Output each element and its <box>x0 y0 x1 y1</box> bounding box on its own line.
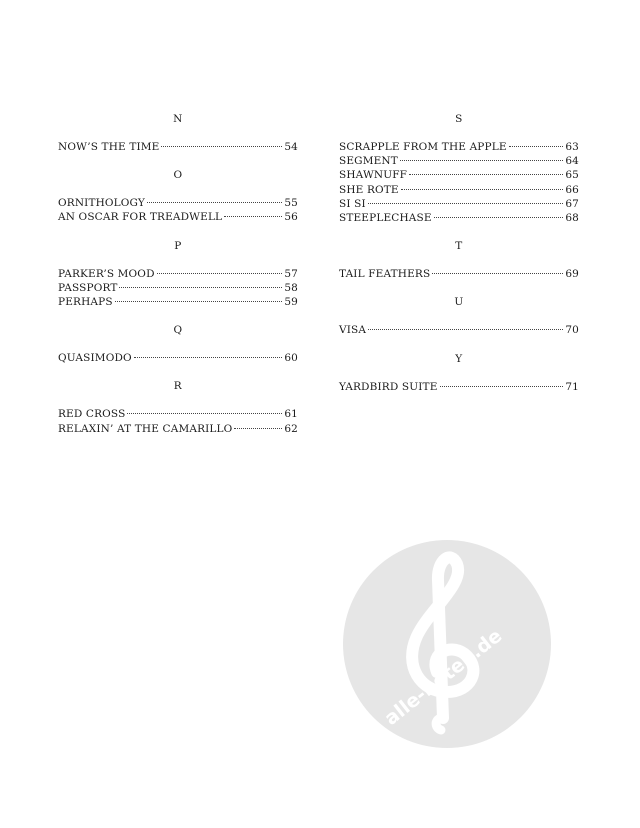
entry-page-number: 65 <box>565 169 579 182</box>
entry-title: SCRAPPLE FROM THE APPLE <box>339 141 507 153</box>
entry-page-number: 71 <box>565 380 579 393</box>
entry-title: AN OSCAR FOR TREADWELL <box>58 211 223 224</box>
dot-leader <box>434 217 564 218</box>
index-entry <box>58 407 298 421</box>
entry-page-number: 67 <box>565 197 579 210</box>
index-entry <box>58 351 298 365</box>
entry-title: SI SI <box>339 197 366 210</box>
section-letter-t: T <box>455 240 463 253</box>
dot-leader <box>161 146 282 147</box>
index-entry <box>339 183 579 197</box>
entry-page-number: 64 <box>565 155 579 168</box>
entry-page-number: 57 <box>284 267 298 280</box>
dot-leader <box>368 203 564 204</box>
entry-title: PARKER’S MOOD <box>58 267 155 280</box>
index-entry <box>339 267 579 281</box>
dot-leader <box>432 273 563 274</box>
entry-page-number: 60 <box>284 352 298 365</box>
index-entry <box>339 380 579 394</box>
section-letter-s: S <box>455 113 463 125</box>
index-entry <box>58 140 298 154</box>
entry-page-number: 63 <box>565 141 579 153</box>
dot-leader <box>119 287 282 288</box>
entry-title: PERHAPS <box>58 296 113 308</box>
entry-title: RELAXIN’ AT THE CAMARILLO <box>58 422 233 435</box>
entry-title: QUASIMODO <box>58 352 132 365</box>
entry-page-number: 55 <box>284 197 298 210</box>
dot-leader <box>127 413 282 414</box>
index-entry <box>58 295 298 309</box>
dot-leader <box>509 146 564 147</box>
dot-leader <box>115 301 283 302</box>
dot-leader <box>400 160 563 161</box>
entry-page-number: 66 <box>565 183 579 196</box>
section-letter-u: U <box>454 296 464 309</box>
section-letter-p: P <box>174 239 182 252</box>
dot-leader <box>224 216 282 217</box>
section-letter-y: Y <box>455 352 463 365</box>
index-entry <box>339 140 579 154</box>
dot-leader <box>147 202 282 203</box>
dot-leader <box>368 329 563 330</box>
index-entry <box>339 323 579 337</box>
entry-title: SHE ROTE <box>339 183 399 196</box>
entry-title: YARDBIRD SUITE <box>339 380 438 393</box>
index-entry <box>339 211 579 225</box>
index-entry <box>58 267 298 281</box>
entry-page-number: 59 <box>284 296 298 308</box>
entry-page-number: 56 <box>284 211 298 224</box>
entry-page-number: 68 <box>565 212 579 224</box>
watermark-logo <box>343 540 551 748</box>
dot-leader <box>409 174 563 175</box>
entry-title: TAIL FEATHERS <box>339 268 431 281</box>
entry-page-number: 61 <box>284 408 298 421</box>
entry-title: SHAWNUFF <box>339 169 408 182</box>
dot-leader <box>157 273 283 274</box>
section-letter-q: Q <box>173 324 183 337</box>
entry-page-number: 69 <box>565 268 579 281</box>
watermark-text: alle-noten.de <box>380 624 507 730</box>
entry-title: PASSPORT <box>58 281 118 294</box>
entry-title: RED CROSS <box>58 408 126 421</box>
entry-title: SEGMENT <box>339 155 398 168</box>
entry-title: ORNITHOLOGY <box>58 197 145 210</box>
dot-leader <box>134 357 283 358</box>
entry-page-number: 58 <box>284 281 298 294</box>
section-letter-n: N <box>173 113 183 125</box>
entry-title: STEEPLECHASE <box>339 212 432 224</box>
dot-leader <box>234 428 282 429</box>
index-entry <box>58 210 298 224</box>
section-letter-r: R <box>173 380 183 393</box>
entry-title: VISA <box>339 324 367 337</box>
entry-page-number: 62 <box>284 422 298 435</box>
index-entry <box>58 281 298 295</box>
index-entry <box>58 422 298 436</box>
entry-page-number: 54 <box>284 141 298 153</box>
index-entry <box>339 168 579 182</box>
entry-page-number: 70 <box>565 324 579 337</box>
index-entry <box>58 196 298 210</box>
section-letter-o: O <box>173 169 183 182</box>
dot-leader <box>440 386 564 387</box>
index-entry <box>339 197 579 211</box>
index-entry <box>339 154 579 168</box>
dot-leader <box>401 189 564 190</box>
entry-title: NOW’S THE TIME <box>58 141 160 153</box>
